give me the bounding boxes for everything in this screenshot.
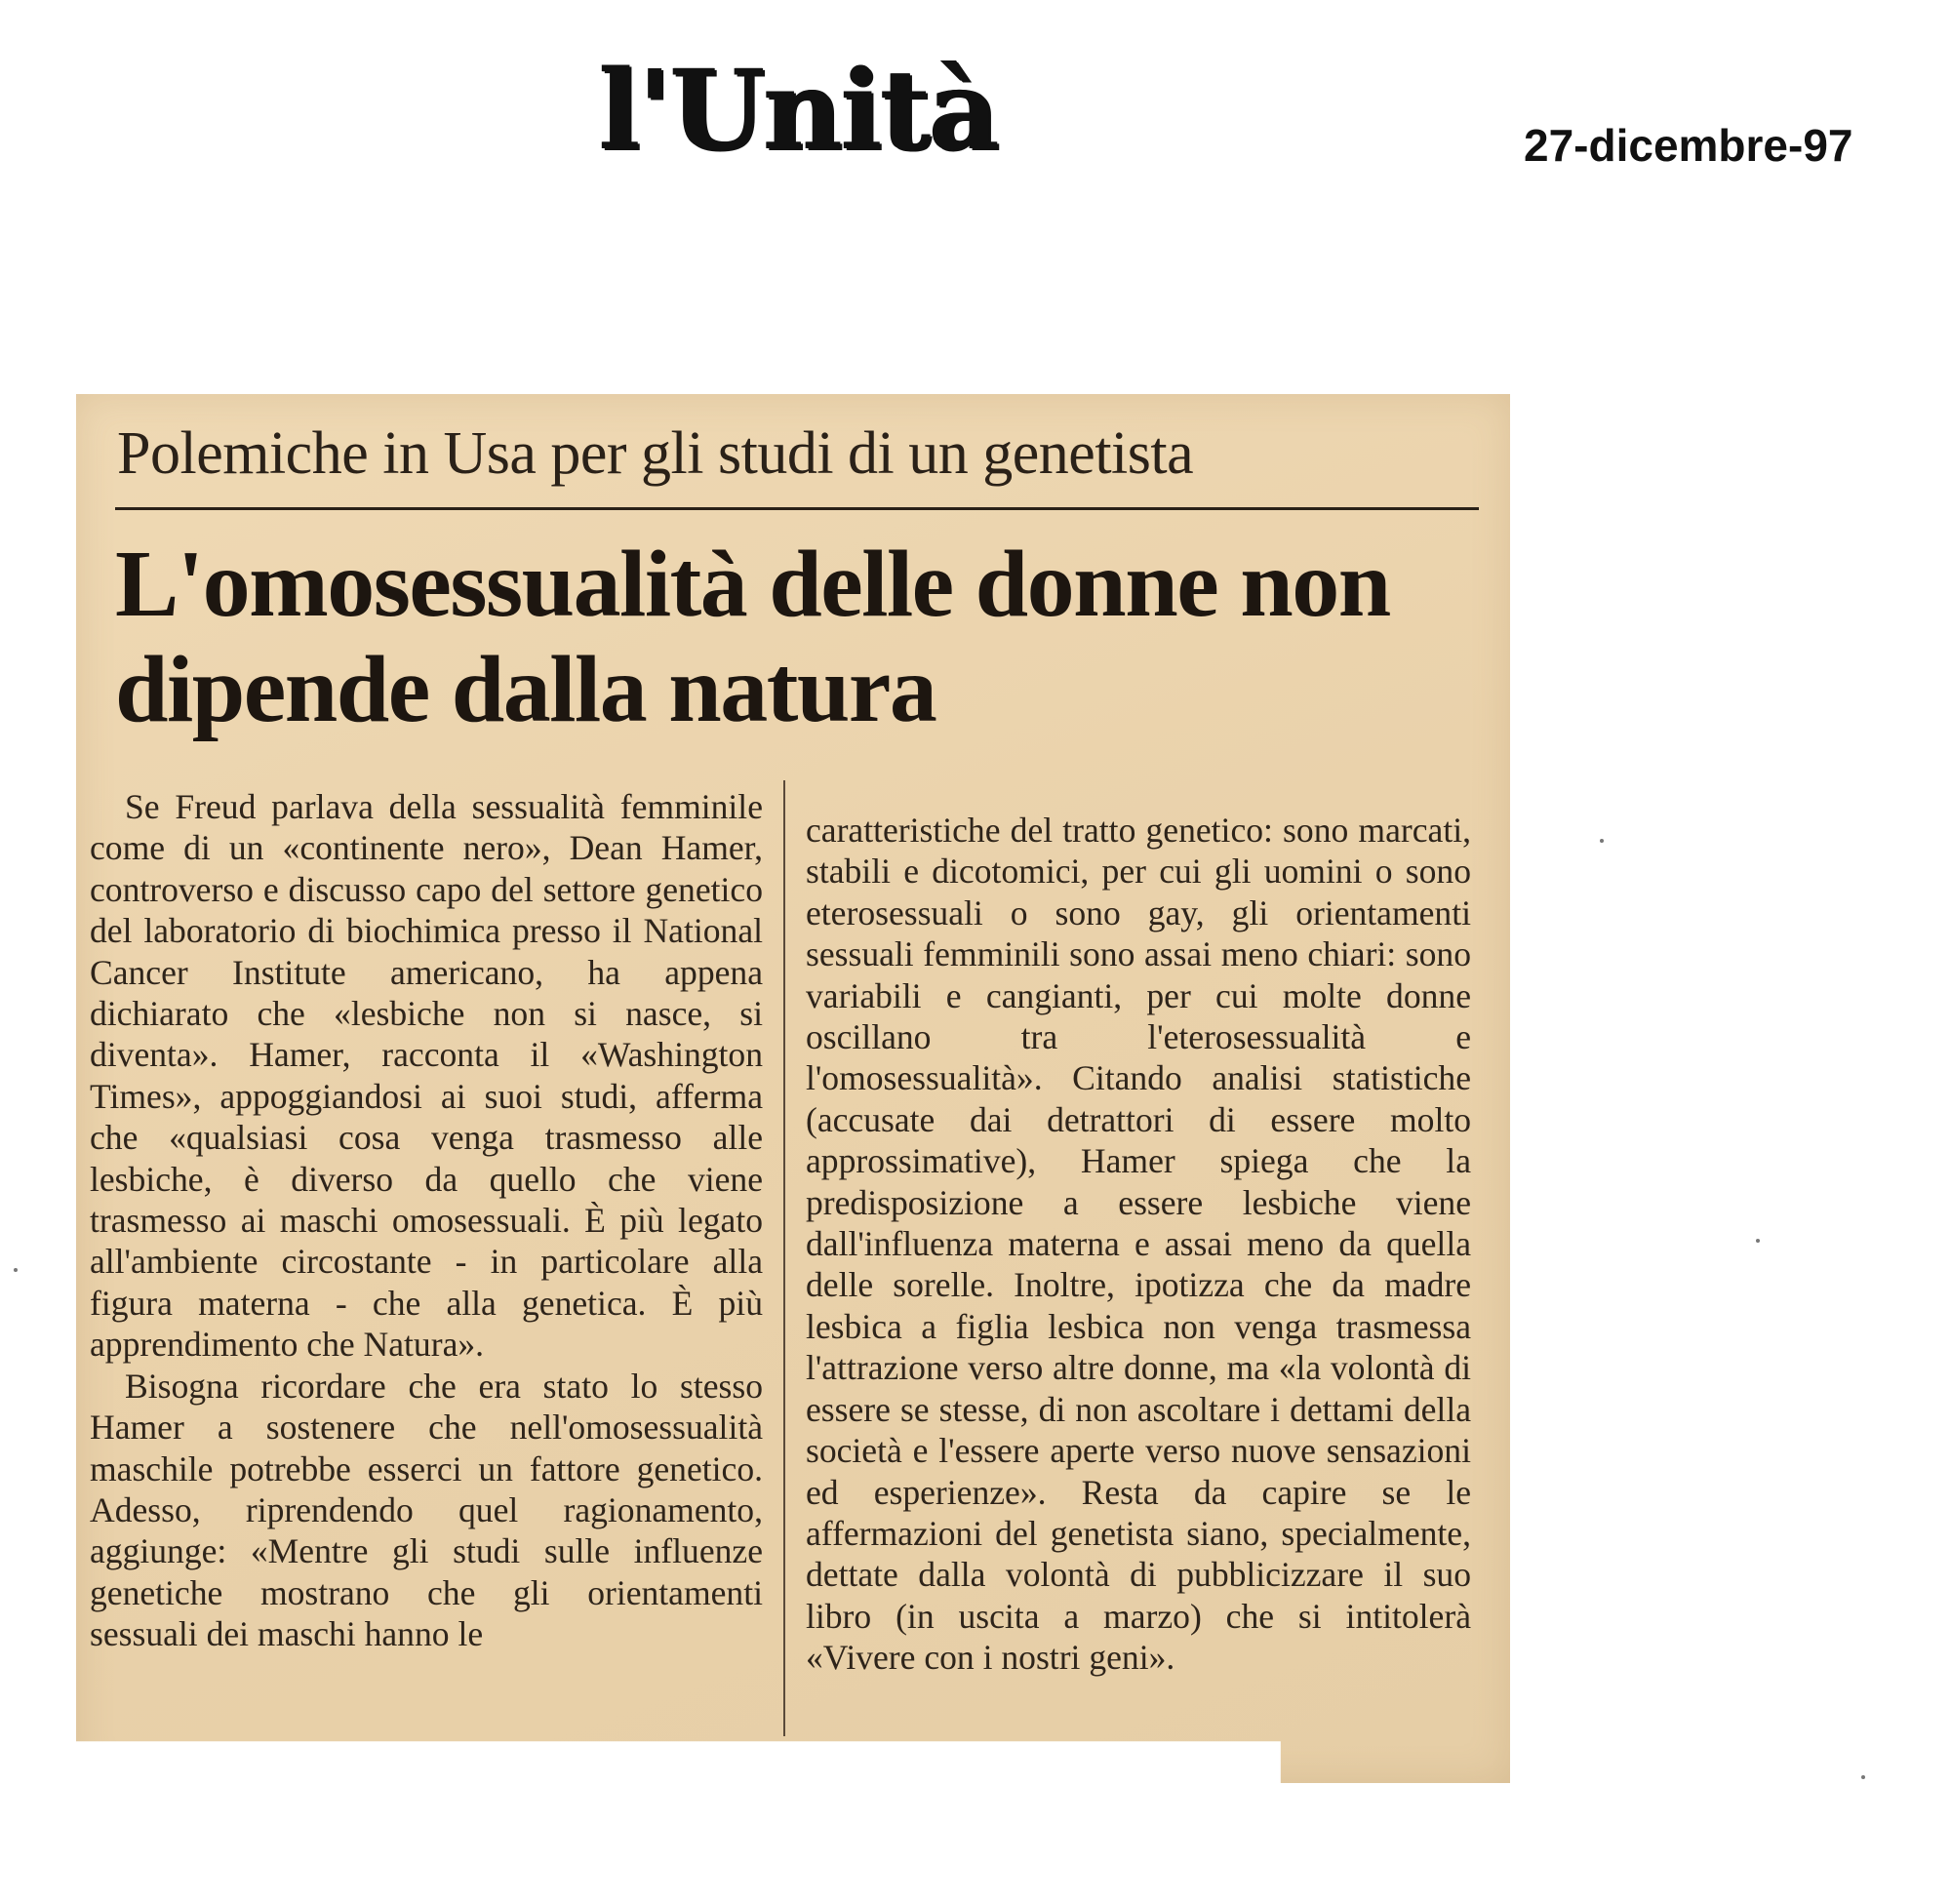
column-divider	[783, 780, 785, 1736]
clipping-date: 27-dicembre-97	[1524, 120, 1853, 171]
paragraph: caratteristiche del tratto genetico: sono marcati, stabili e dicotomici, per cui gli uomini o sono eterosessuali o sono gay, gli orientamenti sessuali femminili sono assai meno chiari: sono variabili e cangianti, per cui molte donne oscillano tra l'eterosessualità e l'omosessualità». Citando analisi statistiche (accusate dai detrattori di essere molto approssimative), Hamer spiega che la predisposizione a essere lesbiche viene dall'influenza materna e assai meno da quella delle sorelle. Inoltre, ipotizza che da madre lesbica a figlia lesbica non venga trasmessa l'attrazione verso altre donne, ma «la volontà di essere se stesse, di non ascoltare i dettami della società e l'essere aperte verso nuove sensazioni ed esperienze». Resta da capire se le affermazioni del genetista siano, specialmente, dettate dalla volontà di pubblicizzare il suo libro (in uscita a marzo) che si intitolerà «Vivere con i nostri geni».	[806, 811, 1471, 1678]
kicker-underline	[115, 507, 1479, 510]
paragraph: Se Freud parlava della sessualità femminile come di un «continente nero», Dean Hamer, controverso e discusso capo del settore genetico del laboratorio di biochimica presso il National Cancer Institute americano, ha appena dichiarato che «lesbiche non si nasce, si diventa». Hamer, racconta il «Washington Times», appoggiandosi ai suoi studi, afferma che «qualsiasi cosa venga trasmesso alle lesbiche, è diverso da quello che viene trasmesso ai maschi omosessuali. È più legato all'ambiente circostante - in particolare alla figura materna - che alla genetica. È più apprendimento che Natura».	[90, 787, 763, 1365]
article-column-right	[806, 810, 1471, 1679]
scan-speck	[1861, 1775, 1865, 1779]
scan-speck	[1756, 1239, 1760, 1243]
paragraph: Bisogna ricordare che era stato lo stesso Hamer a sostenere che nell'omosessualità maschile potrebbe esserci un fattore genetico. Adesso, riprendendo quel ragionamento, aggiunge: «Mentre gli studi sulle influenze genetiche mostrano che gli orientamenti sessuali dei maschi hanno le	[90, 1366, 763, 1654]
article-column-left	[90, 786, 763, 1655]
article-headline: L'omosessualità delle donne non dipende dalla natura	[115, 532, 1390, 742]
scan-speck	[14, 1268, 18, 1272]
newspaper-masthead: l'Unità	[599, 47, 998, 175]
scan-speck	[1600, 839, 1604, 843]
article-kicker: Polemiche in Usa per gli studi di un genetista	[117, 420, 1194, 487]
